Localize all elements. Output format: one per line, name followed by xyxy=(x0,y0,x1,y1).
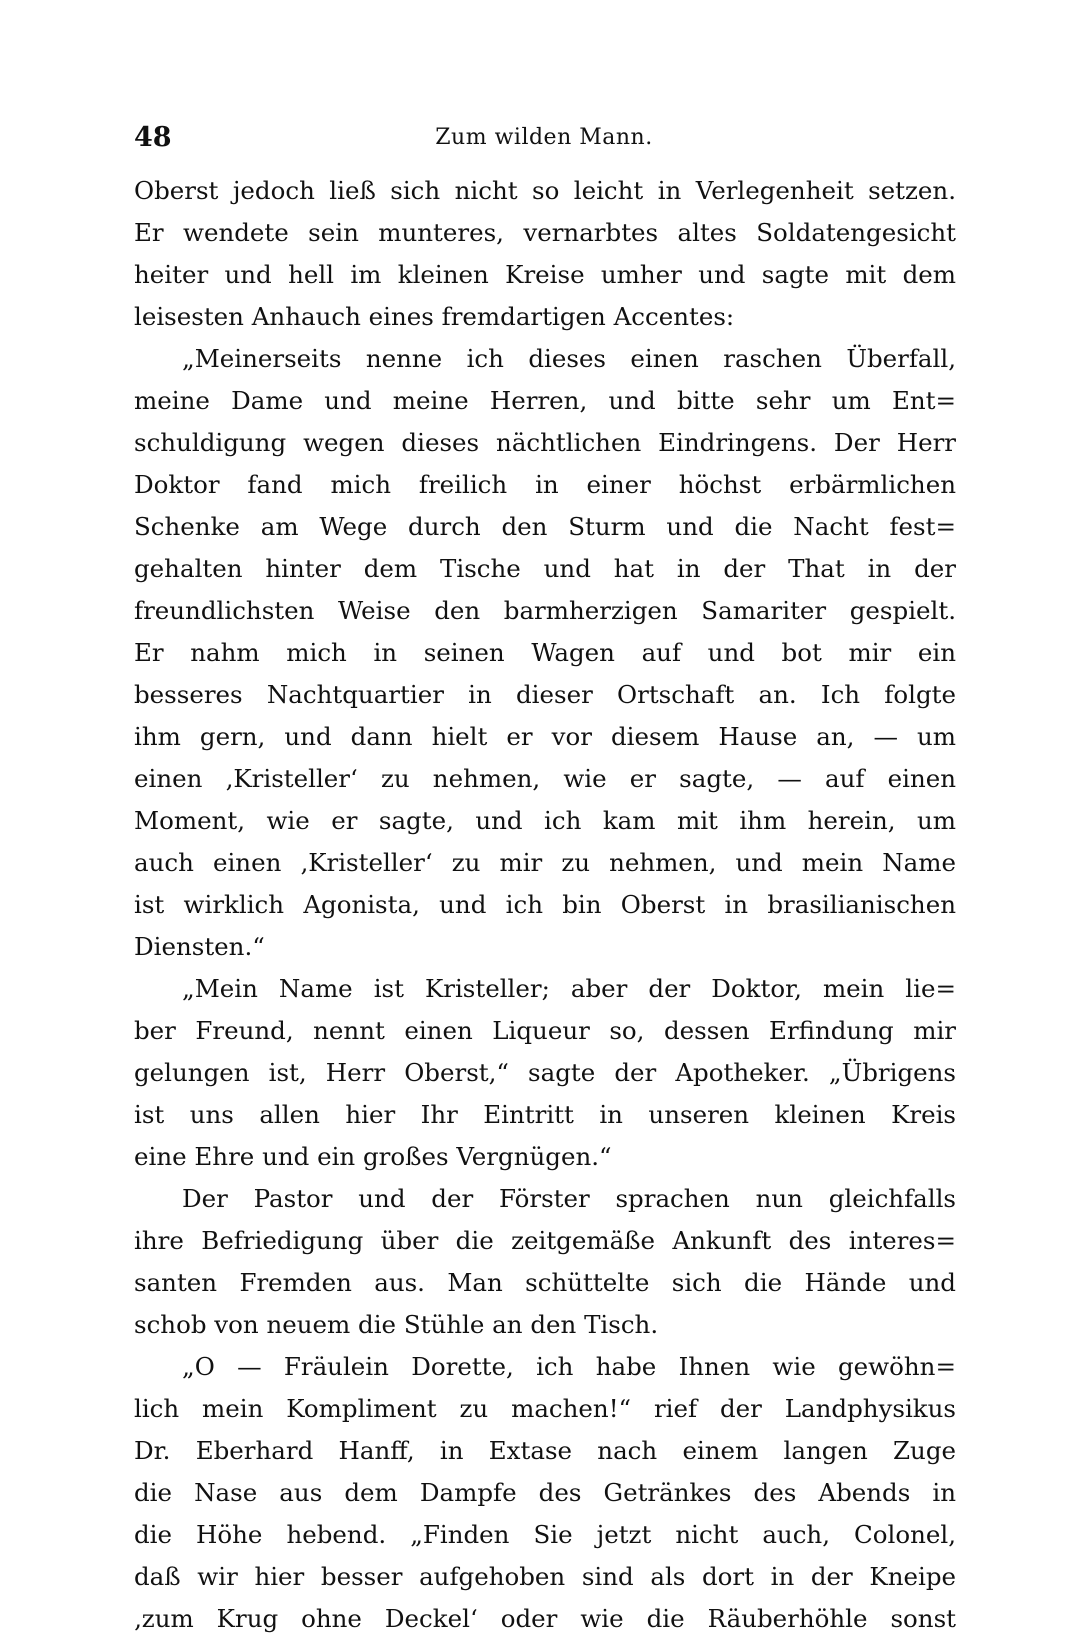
text-line: „Mein Name ist Kristeller; aber der Doktor, mein lie= xyxy=(182,974,956,1003)
text-line: ist wirklich Agonista, und ich bin Oberst in brasilianischen xyxy=(134,890,956,919)
text-line: schuldigung wegen dieses nächtlichen Eindringens. Der Herr xyxy=(134,428,956,457)
text-line: ihm gern, und dann hielt er vor diesem Hause an, — um xyxy=(134,722,956,751)
body-text xyxy=(134,170,956,1640)
text-line: lich mein Kompliment zu machen!“ rief der Landphysikus xyxy=(134,1394,956,1423)
page-number: 48 xyxy=(134,122,172,153)
text-line: auch einen ‚Kristeller‘ zu mir zu nehmen, und mein Name xyxy=(134,848,956,877)
text-line: Diensten.“ xyxy=(134,932,265,961)
text-line: Moment, wie er sagte, und ich kam mit ihm herein, um xyxy=(134,806,956,835)
text-line: ist uns allen hier Ihr Eintritt in unseren kleinen Kreis xyxy=(134,1100,956,1129)
text-line: meine Dame und meine Herren, und bitte sehr um Ent= xyxy=(134,386,956,415)
text-line: die Nase aus dem Dampfe des Getränkes des Abends in xyxy=(134,1478,956,1507)
text-line: einen ‚Kristeller‘ zu nehmen, wie er sagte, — auf einen xyxy=(134,764,956,793)
text-line: Er nahm mich in seinen Wagen auf und bot mir ein xyxy=(134,638,956,667)
text-line: besseres Nachtquartier in dieser Ortschaft an. Ich folgte xyxy=(134,680,956,709)
text-line: „Meinerseits nenne ich dieses einen raschen Überfall, xyxy=(182,344,956,373)
text-line: Er wendete sein munteres, vernarbtes altes Soldatengesicht xyxy=(134,218,956,247)
text-line: leisesten Anhauch eines fremdartigen Accentes: xyxy=(134,302,735,331)
text-line: Oberst jedoch ließ sich nicht so leicht in Verlegenheit setzen. xyxy=(134,176,956,205)
text-line: Doktor fand mich freilich in einer höchst erbärmlichen xyxy=(134,470,956,499)
text-line: heiter und hell im kleinen Kreise umher und sagte mit dem xyxy=(134,260,956,289)
running-title: Zum wilden Mann. xyxy=(435,125,653,150)
text-line: Der Pastor und der Förster sprachen nun gleichfalls xyxy=(182,1184,956,1213)
text-line: gelungen ist, Herr Oberst,“ sagte der Apotheker. „Übrigens xyxy=(134,1058,956,1087)
text-line: gehalten hinter dem Tische und hat in der That in der xyxy=(134,554,956,583)
text-line: eine Ehre und ein großes Vergnügen.“ xyxy=(134,1142,612,1171)
text-line: Dr. Eberhard Hanff, in Extase nach einem langen Zuge xyxy=(134,1436,956,1465)
text-line: ber Freund, nennt einen Liqueur so, dessen Erfindung mir xyxy=(134,1016,956,1045)
text-line: schob von neuem die Stühle an den Tisch. xyxy=(134,1310,659,1339)
text-line: ihre Befriedigung über die zeitgemäße Ankunft des interes= xyxy=(134,1226,956,1255)
text-line: die Höhe hebend. „Finden Sie jetzt nicht auch, Colonel, xyxy=(134,1520,956,1549)
text-line: „O — Fräulein Dorette, ich habe Ihnen wie gewöhn= xyxy=(182,1352,956,1381)
running-header xyxy=(134,118,954,158)
text-line: santen Fremden aus. Man schüttelte sich die Hände und xyxy=(134,1268,956,1297)
text-line: ‚zum Krug ohne Deckel‘ oder wie die Räuberhöhle sonst xyxy=(134,1604,956,1633)
text-line: freundlichsten Weise den barmherzigen Samariter gespielt. xyxy=(134,596,956,625)
text-line: Schenke am Wege durch den Sturm und die Nacht fest= xyxy=(134,512,956,541)
text-line: daß wir hier besser aufgehoben sind als dort in der Kneipe xyxy=(134,1562,956,1591)
